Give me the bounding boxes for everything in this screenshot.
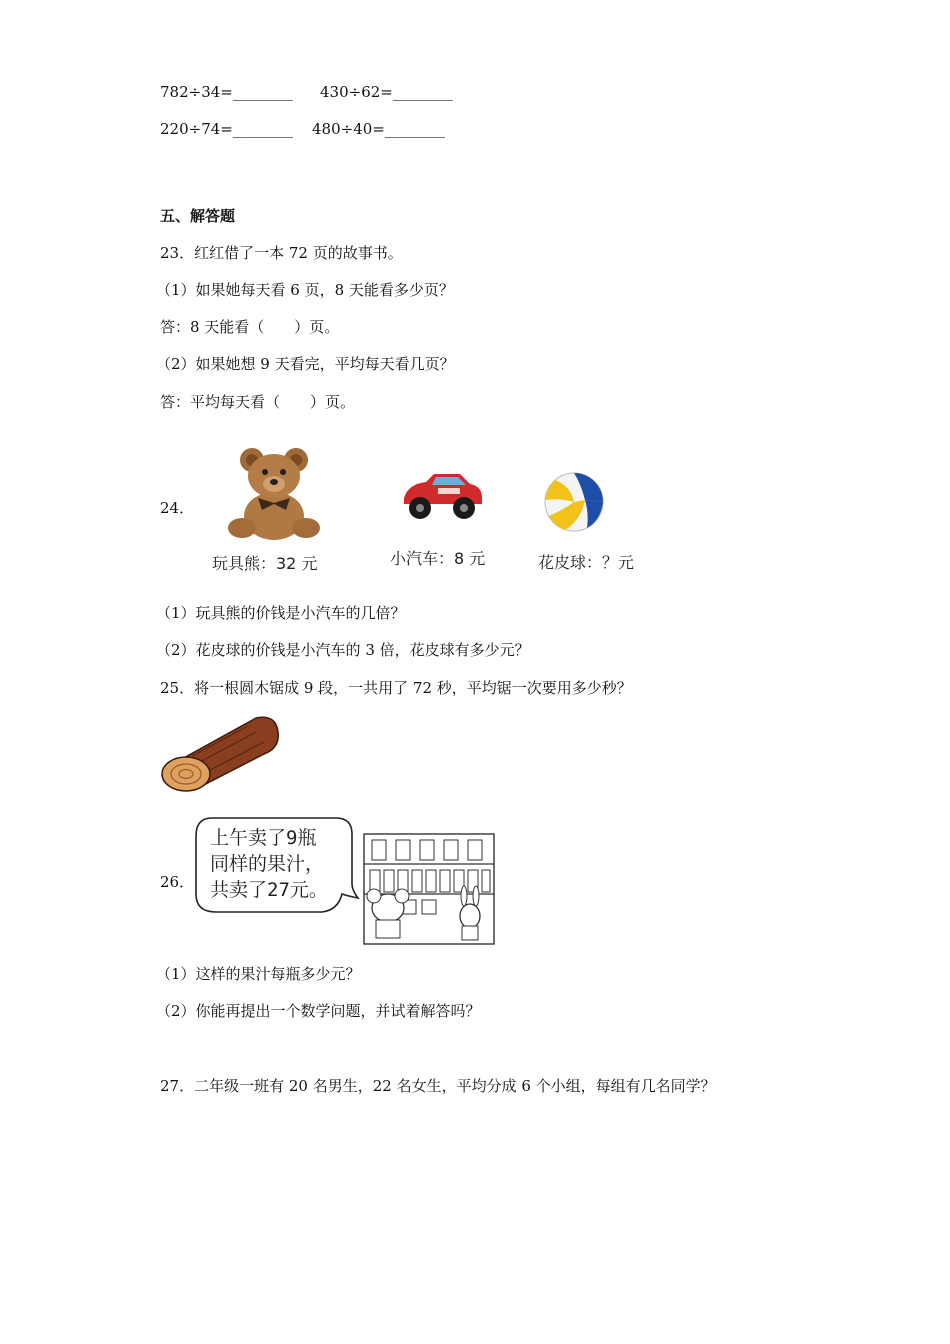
- car-price-label: 小汽车：8 元: [390, 549, 486, 568]
- q23-stem: 23．红红借了一本 72 页的故事书。: [160, 244, 403, 262]
- calc-1: 782÷34=________: [160, 83, 293, 101]
- q26-number: 26．: [160, 873, 195, 891]
- teddy-bear-image: [222, 440, 326, 544]
- bubble-line-3: 共卖了27元。: [210, 879, 328, 901]
- bubble-line-2: 同样的果汁，: [210, 853, 325, 875]
- calc-4: 480÷40=________: [312, 120, 445, 138]
- toy-car-image: [398, 468, 486, 524]
- q24-part1: （1）玩具熊的价钱是小汽车的几倍？: [156, 604, 406, 622]
- q27-stem: 27．二年级一班有 20 名男生，22 名女生，平均分成 6 个小组，每组有几名同学？: [160, 1077, 716, 1095]
- q24-number: 24．: [160, 499, 195, 517]
- log-image: [160, 712, 284, 794]
- calc-2: 430÷62=________: [320, 83, 453, 101]
- volleyball-image: [541, 470, 607, 534]
- q23-part2: （2）如果她想 9 天看完，平均每天看几页？: [156, 355, 455, 373]
- q23-part1: （1）如果她每天看 6 页，8 天能看多少页？: [156, 281, 454, 299]
- section-title: 五、解答题: [160, 207, 236, 225]
- q24-part2: （2）花皮球的价钱是小汽车的 3 倍，花皮球有多少元？: [156, 641, 530, 659]
- bubble-line-1: 上午卖了9瓶: [210, 827, 317, 849]
- juice-shop-image: [360, 830, 502, 948]
- q26-part2: （2）你能再提出一个数学问题，并试着解答吗？: [156, 1002, 481, 1020]
- q25-stem: 25．将一根圆木锯成 9 段，一共用了 72 秒，平均锯一次要用多少秒？: [160, 679, 632, 697]
- q26-part1: （1）这样的果汁每瓶多少元？: [156, 965, 361, 983]
- ball-price-label: 花皮球：？元: [538, 553, 635, 572]
- q23-answer2: 答：平均每天看（ ）页。: [160, 393, 356, 411]
- bear-price-label: 玩具熊：32 元: [212, 554, 318, 573]
- calc-3: 220÷74=________: [160, 120, 293, 138]
- q23-answer1: 答：8 天能看（ ）页。: [160, 318, 340, 336]
